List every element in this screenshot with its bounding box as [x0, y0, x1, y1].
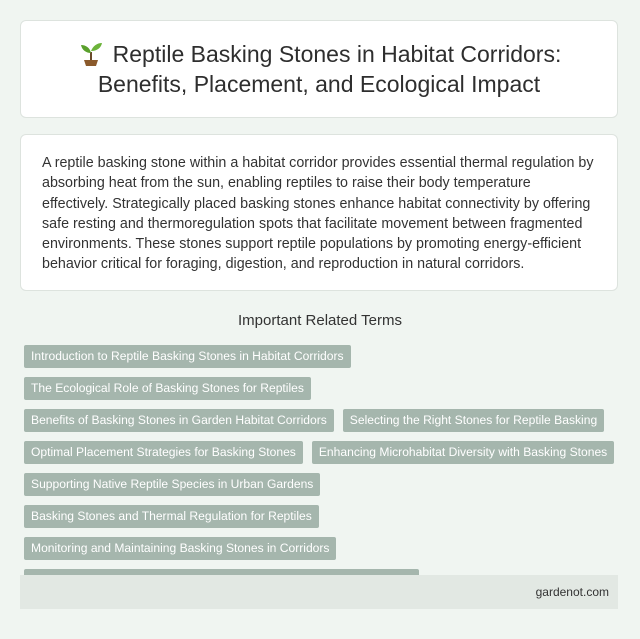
- related-term-link[interactable]: Basking Stones and Thermal Regulation for Reptiles: [24, 505, 319, 528]
- related-term-link[interactable]: Monitoring and Maintaining Basking Stones in Corridors: [24, 537, 336, 560]
- footer: [20, 575, 618, 609]
- related-term-link[interactable]: The Ecological Role of Basking Stones for Reptiles: [24, 377, 311, 400]
- related-term-link[interactable]: Enhancing Microhabitat Diversity with Basking Stones: [312, 441, 614, 464]
- sprout-icon: [77, 40, 105, 66]
- related-term-link[interactable]: Optimal Placement Strategies for Basking Stones: [24, 441, 303, 464]
- title-card: [20, 20, 618, 118]
- related-terms-heading: Important Related Terms: [238, 312, 402, 329]
- related-term-link[interactable]: Selecting the Right Stones for Reptile Basking: [343, 409, 604, 432]
- description-text: A reptile basking stone within a habitat corridor provides essential thermal regulation by absorbing heat from the sun, enabling reptiles to raise their body temperature effectively. Strategically placed basking stones enhance habitat connectivity by offering safe resting and thermoregulation spots that facilitate movement between fragmented environments. These stones support reptile populations by promoting energy-efficient behavior critical for foraging, digestion, and reproduction in natural corridors.: [42, 155, 594, 273]
- footer-site-link[interactable]: gardenot.com: [535, 585, 609, 599]
- title-line-2: Benefits, Placement, and Ecological Impact: [97, 71, 541, 97]
- page-title: [77, 39, 562, 99]
- title-line-1: Reptile Basking Stones in Habitat Corridors:: [112, 41, 562, 67]
- description-card: [20, 134, 618, 291]
- related-term-link[interactable]: Introduction to Reptile Basking Stones in Habitat Corridors: [24, 345, 351, 368]
- related-terms-list: [24, 345, 624, 592]
- related-term-link[interactable]: Benefits of Basking Stones in Garden Habitat Corridors: [24, 409, 334, 432]
- related-term-link[interactable]: Supporting Native Reptile Species in Urban Gardens: [24, 473, 320, 496]
